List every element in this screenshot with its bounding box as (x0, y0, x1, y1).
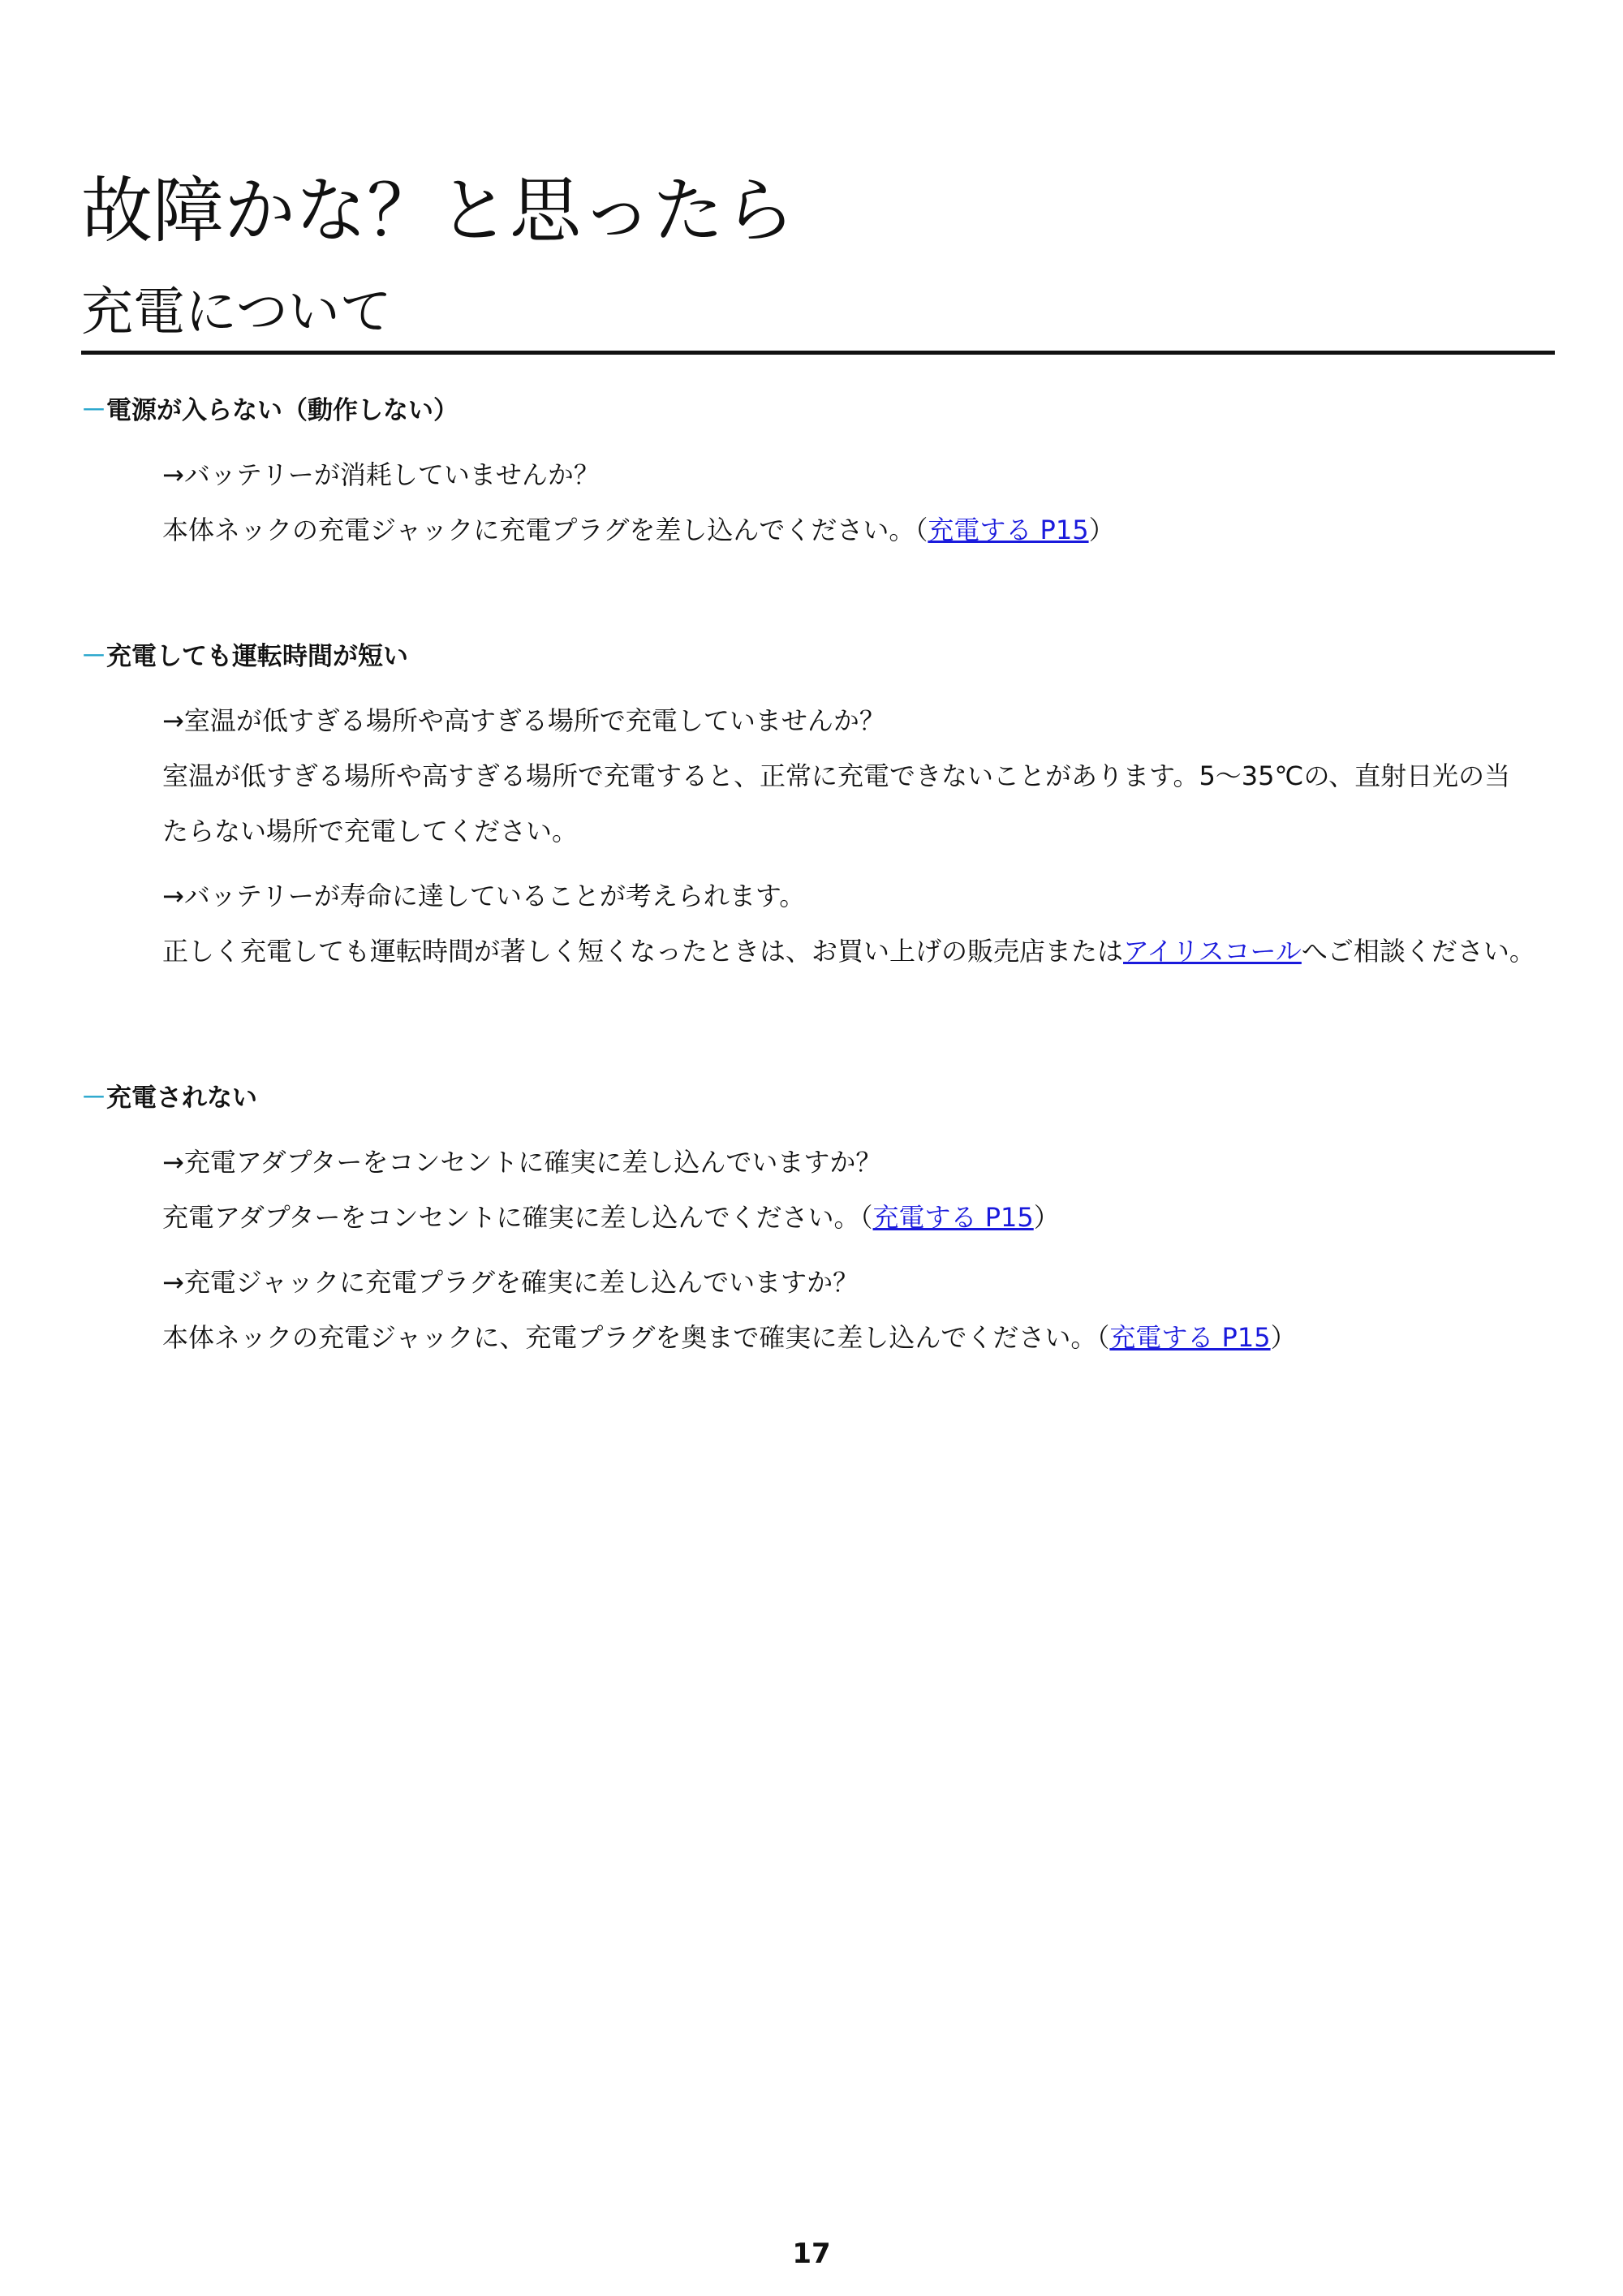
qa-list (162, 447, 1566, 558)
answer-text-after: ） (1270, 1322, 1297, 1353)
answer-text (162, 924, 1566, 979)
charge-page-link[interactable]: 充電する P15 (928, 515, 1089, 545)
trouble-item-not-charging (81, 1079, 1566, 1365)
question-text: →充電ジャックに充電プラグを確実に差し込んでいますか？ (162, 1267, 859, 1298)
item-heading-text: 電源が入らない（動作しない） (106, 396, 458, 425)
answer-text-after: ） (1033, 1202, 1060, 1233)
question-text: →バッテリーが消耗していませんか？ (162, 459, 600, 490)
trouble-item-short-runtime (81, 638, 1566, 979)
question-text: →室温が低すぎる場所や高すぎる場所で充電していませんか？ (162, 705, 885, 736)
dash-marker: － (81, 642, 106, 671)
page-number: 17 (792, 2238, 831, 2270)
qa-block (162, 693, 1566, 859)
qa-block (162, 1255, 1566, 1365)
qa-list (162, 693, 1566, 979)
charge-page-link[interactable]: 充電する P15 (872, 1202, 1034, 1233)
page-title: 故障かな？と思ったら (81, 169, 796, 252)
answer-text-before: 充電アダプターをコンセントに確実に差し込んでください。（ (162, 1202, 873, 1233)
answer-text-before: 本体ネックの充電ジャックに充電プラグを差し込んでください。（ (162, 515, 928, 545)
answer-text-before: 本体ネックの充電ジャックに、充電プラグを奥まで確実に差し込んでください。（ (162, 1322, 1110, 1353)
answer-text (162, 1310, 1566, 1365)
trouble-item-no-power (81, 392, 1566, 558)
section-title: 充電について (81, 276, 1555, 355)
answer-text-before: 正しく充電しても運転時間が著しく短くなったときは、お買い上げの販売店または (162, 936, 1124, 967)
iris-call-link[interactable]: アイリスコール (1123, 936, 1302, 967)
dash-marker: － (81, 1083, 106, 1113)
answer-text-line-1: 室温が低すぎる場所や高すぎる場所で充電すると、正常に充電できないことがあります。5～35℃の、直射日光の当 (162, 760, 1511, 791)
answer-text (162, 1190, 1566, 1245)
question-text: →バッテリーが寿命に達していることが考えられます。 (162, 881, 806, 911)
answer-text (162, 502, 1566, 558)
item-heading (81, 638, 1566, 675)
item-heading-text: 充電されない (106, 1083, 257, 1113)
qa-block (162, 1135, 1566, 1245)
item-heading (81, 1079, 1566, 1117)
charge-page-link[interactable]: 充電する P15 (1109, 1322, 1271, 1353)
question-text: →充電アダプターをコンセントに確実に差し込んでいますか？ (162, 1147, 882, 1178)
answer-text-line-2: たらない場所で充電してください。 (162, 816, 579, 846)
qa-block (162, 447, 1566, 558)
item-heading-text: 充電しても運転時間が短い (106, 642, 408, 671)
answer-text-after: ） (1088, 515, 1115, 545)
dash-marker: － (81, 396, 106, 425)
item-heading (81, 392, 1566, 429)
qa-block (162, 868, 1566, 979)
answer-text-after: へご相談ください。 (1301, 936, 1535, 967)
qa-list (162, 1135, 1566, 1365)
